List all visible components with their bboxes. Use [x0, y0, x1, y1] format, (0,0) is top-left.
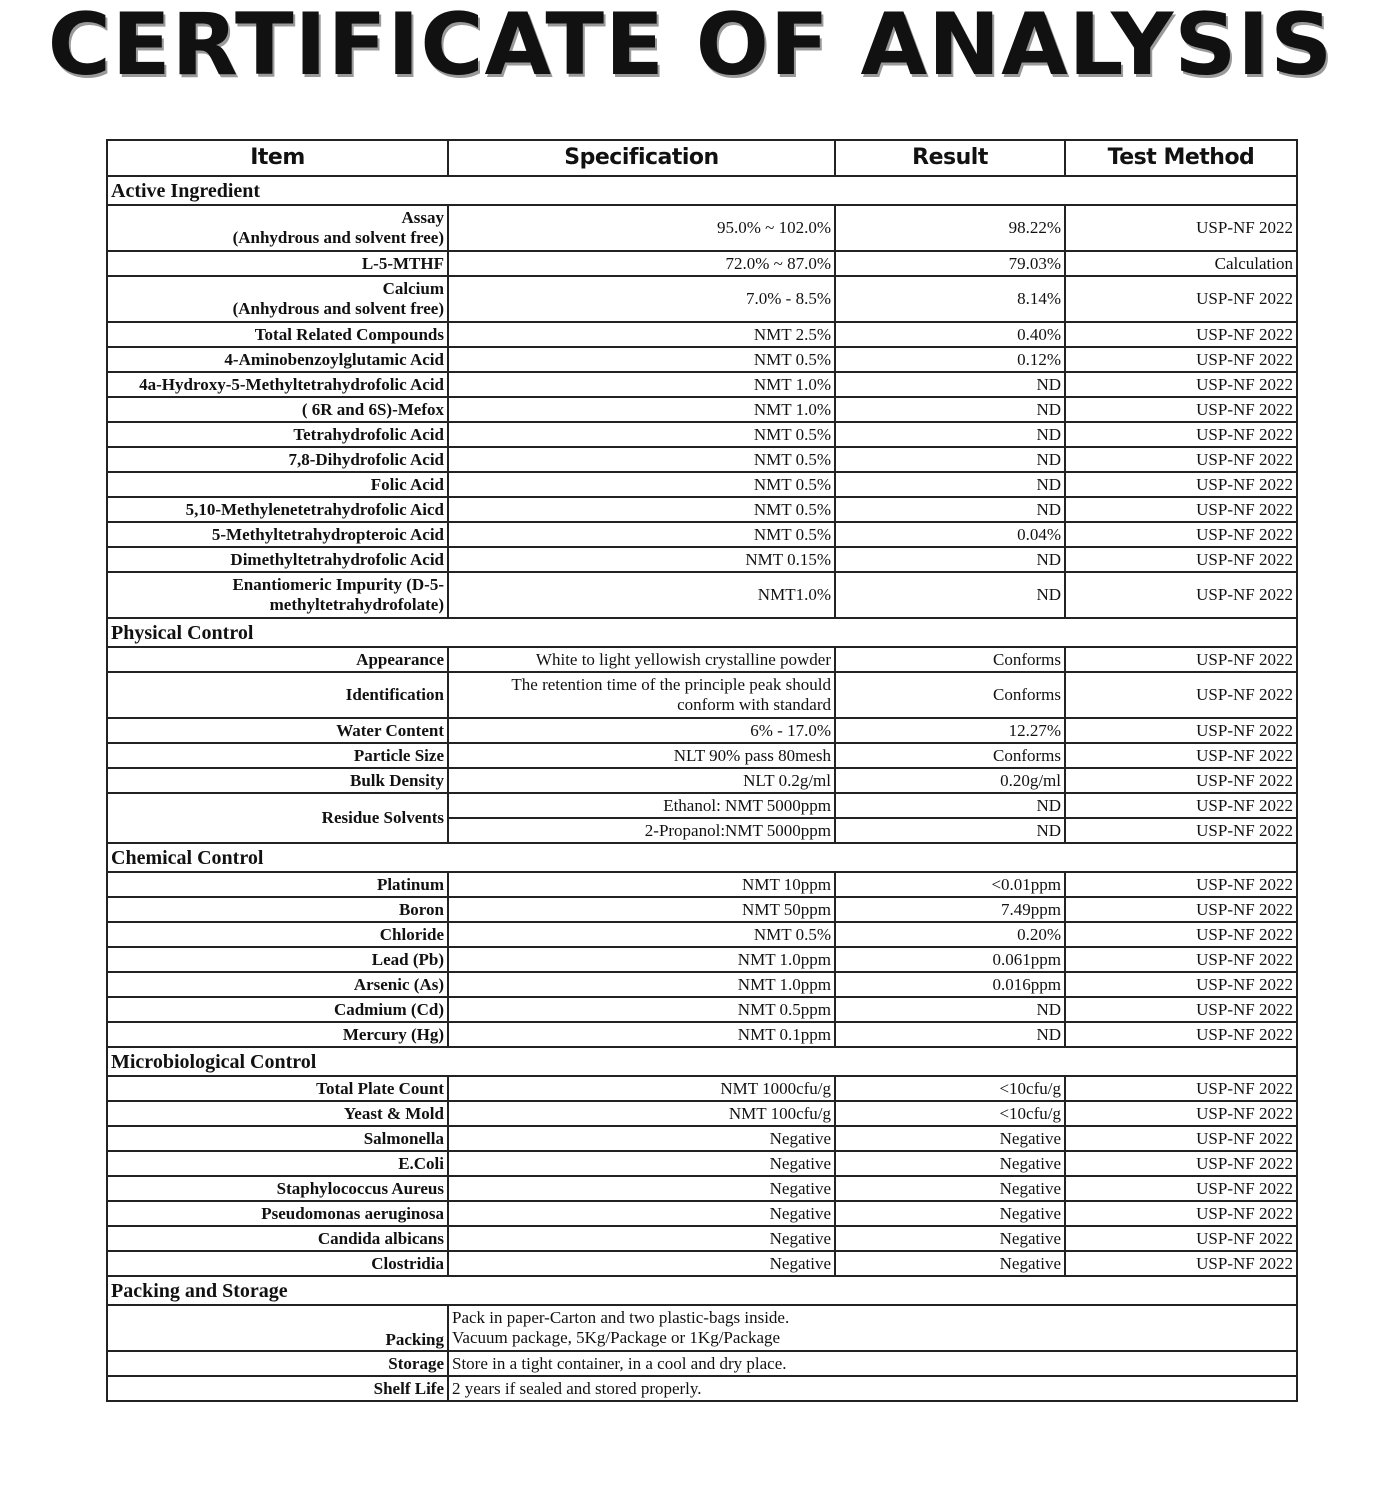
result-cell: 0.12% [835, 347, 1065, 372]
spec-cell: NMT 10ppm [448, 872, 835, 897]
header-row [107, 140, 1297, 176]
method-cell: USP-NF 2022 [1065, 872, 1297, 897]
table-row [107, 447, 1297, 472]
result-cell: 98.22% [835, 205, 1065, 251]
result-cell: ND [835, 372, 1065, 397]
method-cell: USP-NF 2022 [1065, 1022, 1297, 1047]
method-cell: USP-NF 2022 [1065, 1201, 1297, 1226]
method-cell: USP-NF 2022 [1065, 972, 1297, 997]
item-cell: E.Coli [107, 1151, 448, 1176]
result-cell: ND [835, 997, 1065, 1022]
method-cell: USP-NF 2022 [1065, 447, 1297, 472]
result-cell: <0.01ppm [835, 872, 1065, 897]
spec-cell: NMT 2.5% [448, 322, 835, 347]
method-cell: USP-NF 2022 [1065, 647, 1297, 672]
table-row [107, 322, 1297, 347]
table-row [107, 1022, 1297, 1047]
item-cell: Shelf Life [107, 1376, 448, 1401]
table-row [107, 1126, 1297, 1151]
table-row [107, 872, 1297, 897]
spec-cell: Negative [448, 1201, 835, 1226]
method-cell: USP-NF 2022 [1065, 497, 1297, 522]
spec-cell: NMT 1000cfu/g [448, 1076, 835, 1101]
spec-cell: Negative [448, 1176, 835, 1201]
spec-cell: NMT 0.5% [448, 497, 835, 522]
result-cell: Negative [835, 1251, 1065, 1276]
spec-cell: NMT 1.0ppm [448, 972, 835, 997]
result-cell: ND [835, 547, 1065, 572]
item-cell: 7,8-Dihydrofolic Acid [107, 447, 448, 472]
table-row [107, 1101, 1297, 1126]
method-cell: USP-NF 2022 [1065, 897, 1297, 922]
result-cell: 7.49ppm [835, 897, 1065, 922]
result-cell: 79.03% [835, 251, 1065, 276]
result-cell: 12.27% [835, 718, 1065, 743]
page-title: CERTIFICATE OF ANALYSIS [47, 0, 1334, 95]
result-cell: Conforms [835, 647, 1065, 672]
item-cell: 4a-Hydroxy-5-Methyltetrahydrofolic Acid [107, 372, 448, 397]
item-cell: 4-Aminobenzoylglutamic Acid [107, 347, 448, 372]
result-cell: 0.016ppm [835, 972, 1065, 997]
table-row [107, 718, 1297, 743]
method-cell: USP-NF 2022 [1065, 1226, 1297, 1251]
analysis-table [106, 139, 1298, 1402]
method-cell: USP-NF 2022 [1065, 743, 1297, 768]
section-packing-storage: Packing and Storage [107, 1276, 1297, 1305]
result-cell: 0.20% [835, 922, 1065, 947]
item-cell: Candida albicans [107, 1226, 448, 1251]
method-cell: USP-NF 2022 [1065, 1251, 1297, 1276]
result-cell: 0.20g/ml [835, 768, 1065, 793]
table-row [107, 251, 1297, 276]
table-row [107, 422, 1297, 447]
table-row [107, 768, 1297, 793]
section-chemical-control: Chemical Control [107, 843, 1297, 872]
table-row [107, 547, 1297, 572]
item-cell: Residue Solvents [107, 793, 448, 843]
spec-cell: Negative [448, 1251, 835, 1276]
result-cell: ND [835, 572, 1065, 618]
header-result: Result [835, 140, 1065, 176]
result-cell: ND [835, 472, 1065, 497]
item-cell: Total Plate Count [107, 1076, 448, 1101]
item-cell: Salmonella [107, 1126, 448, 1151]
item-cell: Lead (Pb) [107, 947, 448, 972]
spec-cell: 6% - 17.0% [448, 718, 835, 743]
result-cell: 8.14% [835, 276, 1065, 322]
method-cell: Calculation [1065, 251, 1297, 276]
spec-cell: White to light yellowish crystalline powder [448, 647, 835, 672]
method-cell: USP-NF 2022 [1065, 547, 1297, 572]
result-cell: 0.40% [835, 322, 1065, 347]
result-cell: 0.04% [835, 522, 1065, 547]
method-cell: USP-NF 2022 [1065, 1151, 1297, 1176]
item-cell: Water Content [107, 718, 448, 743]
result-cell: ND [835, 793, 1065, 818]
table-row [107, 922, 1297, 947]
spec-cell: NMT 0.5% [448, 472, 835, 497]
table-row [107, 522, 1297, 547]
packing-text-cell: Pack in paper-Carton and two plastic-bags inside. Vacuum package, 5Kg/Package or 1Kg/Package [448, 1305, 1297, 1351]
result-cell: ND [835, 497, 1065, 522]
result-cell: ND [835, 818, 1065, 843]
item-cell: Clostridia [107, 1251, 448, 1276]
table-row [107, 205, 1297, 251]
item-cell: Storage [107, 1351, 448, 1376]
table-row [107, 1201, 1297, 1226]
table-row [107, 372, 1297, 397]
item-cell: Yeast & Mold [107, 1101, 448, 1126]
method-cell: USP-NF 2022 [1065, 718, 1297, 743]
spec-cell: NMT 0.5% [448, 447, 835, 472]
header-item: Item [107, 140, 448, 176]
result-cell: ND [835, 1022, 1065, 1047]
table-row [107, 897, 1297, 922]
item-cell: Bulk Density [107, 768, 448, 793]
item-cell: ( 6R and 6S)-Mefox [107, 397, 448, 422]
table-row [107, 1251, 1297, 1276]
method-cell: USP-NF 2022 [1065, 205, 1297, 251]
table-row [107, 972, 1297, 997]
table-row [107, 793, 1297, 818]
method-cell: USP-NF 2022 [1065, 1176, 1297, 1201]
item-cell: Total Related Compounds [107, 322, 448, 347]
spec-cell: Negative [448, 1226, 835, 1251]
item-cell: Enantiomeric Impurity (D-5- methyltetrahydrofolate) [107, 572, 448, 618]
spec-cell: The retention time of the principle peak should conform with standard [448, 672, 835, 718]
table-row [107, 1226, 1297, 1251]
item-cell: Chloride [107, 922, 448, 947]
storage-text-cell: Store in a tight container, in a cool and dry place. [448, 1351, 1297, 1376]
spec-cell: NMT 0.5% [448, 347, 835, 372]
table-row [107, 347, 1297, 372]
spec-cell: NMT 1.0% [448, 397, 835, 422]
table-row [107, 1305, 1297, 1351]
item-cell: Assay (Anhydrous and solvent free) [107, 205, 448, 251]
spec-cell: NMT 50ppm [448, 897, 835, 922]
item-cell: Particle Size [107, 743, 448, 768]
item-cell: L-5-MTHF [107, 251, 448, 276]
section-microbiological-control: Microbiological Control [107, 1047, 1297, 1076]
result-cell: Negative [835, 1176, 1065, 1201]
spec-cell: NMT 1.0% [448, 372, 835, 397]
spec-cell: NMT1.0% [448, 572, 835, 618]
table-row [107, 947, 1297, 972]
item-cell: Pseudomonas aeruginosa [107, 1201, 448, 1226]
result-cell: Negative [835, 1226, 1065, 1251]
method-cell: USP-NF 2022 [1065, 818, 1297, 843]
item-cell: Packing [107, 1305, 448, 1351]
section-physical-control: Physical Control [107, 618, 1297, 647]
item-cell: Cadmium (Cd) [107, 997, 448, 1022]
table-row [107, 572, 1297, 618]
table-row [107, 997, 1297, 1022]
method-cell: USP-NF 2022 [1065, 1101, 1297, 1126]
item-cell: Dimethyltetrahydrofolic Acid [107, 547, 448, 572]
table-row [107, 743, 1297, 768]
item-cell: Appearance [107, 647, 448, 672]
method-cell: USP-NF 2022 [1065, 1076, 1297, 1101]
method-cell: USP-NF 2022 [1065, 522, 1297, 547]
spec-cell: NMT 100cfu/g [448, 1101, 835, 1126]
spec-cell: NMT 0.5% [448, 422, 835, 447]
result-cell: Conforms [835, 672, 1065, 718]
method-cell: USP-NF 2022 [1065, 422, 1297, 447]
spec-cell: NMT 0.5ppm [448, 997, 835, 1022]
spec-cell: NMT 0.5% [448, 922, 835, 947]
result-cell: Negative [835, 1201, 1065, 1226]
result-cell: 0.061ppm [835, 947, 1065, 972]
spec-cell: 95.0% ~ 102.0% [448, 205, 835, 251]
table-row [107, 1076, 1297, 1101]
method-cell: USP-NF 2022 [1065, 997, 1297, 1022]
method-cell: USP-NF 2022 [1065, 397, 1297, 422]
table-row [107, 647, 1297, 672]
spec-cell: Negative [448, 1126, 835, 1151]
header-test-method: Test Method [1065, 140, 1297, 176]
table-row [107, 276, 1297, 322]
method-cell: USP-NF 2022 [1065, 672, 1297, 718]
item-cell: Calcium (Anhydrous and solvent free) [107, 276, 448, 322]
method-cell: USP-NF 2022 [1065, 1126, 1297, 1151]
header-specification: Specification [448, 140, 835, 176]
item-cell: Arsenic (As) [107, 972, 448, 997]
result-cell: Negative [835, 1151, 1065, 1176]
result-cell: ND [835, 422, 1065, 447]
item-cell: Tetrahydrofolic Acid [107, 422, 448, 447]
item-cell: Boron [107, 897, 448, 922]
result-cell: Negative [835, 1126, 1065, 1151]
spec-cell: NMT 0.15% [448, 547, 835, 572]
method-cell: USP-NF 2022 [1065, 472, 1297, 497]
shelf-life-text-cell: 2 years if sealed and stored properly. [448, 1376, 1297, 1401]
item-cell: Staphylococcus Aureus [107, 1176, 448, 1201]
method-cell: USP-NF 2022 [1065, 922, 1297, 947]
spec-cell: 7.0% - 8.5% [448, 276, 835, 322]
table-row [107, 497, 1297, 522]
item-cell: Platinum [107, 872, 448, 897]
section-active-ingredient: Active Ingredient [107, 176, 1297, 205]
item-cell: Identification [107, 672, 448, 718]
spec-cell: NMT 0.1ppm [448, 1022, 835, 1047]
spec-cell: 72.0% ~ 87.0% [448, 251, 835, 276]
table-row [107, 472, 1297, 497]
table-row [107, 1351, 1297, 1376]
spec-cell: Negative [448, 1151, 835, 1176]
method-cell: USP-NF 2022 [1065, 793, 1297, 818]
spec-cell: NMT 1.0ppm [448, 947, 835, 972]
item-cell: Folic Acid [107, 472, 448, 497]
spec-cell: 2-Propanol:NMT 5000ppm [448, 818, 835, 843]
result-cell: ND [835, 397, 1065, 422]
item-cell: 5,10-Methylenetetrahydrofolic Aicd [107, 497, 448, 522]
method-cell: USP-NF 2022 [1065, 276, 1297, 322]
spec-cell: Ethanol: NMT 5000ppm [448, 793, 835, 818]
method-cell: USP-NF 2022 [1065, 572, 1297, 618]
spec-cell: NLT 0.2g/ml [448, 768, 835, 793]
method-cell: USP-NF 2022 [1065, 322, 1297, 347]
method-cell: USP-NF 2022 [1065, 768, 1297, 793]
table-row [107, 1151, 1297, 1176]
table-row [107, 397, 1297, 422]
result-cell: <10cfu/g [835, 1101, 1065, 1126]
method-cell: USP-NF 2022 [1065, 947, 1297, 972]
item-cell: 5-Methyltetrahydropteroic Acid [107, 522, 448, 547]
method-cell: USP-NF 2022 [1065, 347, 1297, 372]
result-cell: <10cfu/g [835, 1076, 1065, 1101]
method-cell: USP-NF 2022 [1065, 372, 1297, 397]
table-row [107, 1376, 1297, 1401]
result-cell: Conforms [835, 743, 1065, 768]
spec-cell: NMT 0.5% [448, 522, 835, 547]
table-row [107, 1176, 1297, 1201]
item-cell: Mercury (Hg) [107, 1022, 448, 1047]
spec-cell: NLT 90% pass 80mesh [448, 743, 835, 768]
result-cell: ND [835, 447, 1065, 472]
table-row [107, 672, 1297, 718]
